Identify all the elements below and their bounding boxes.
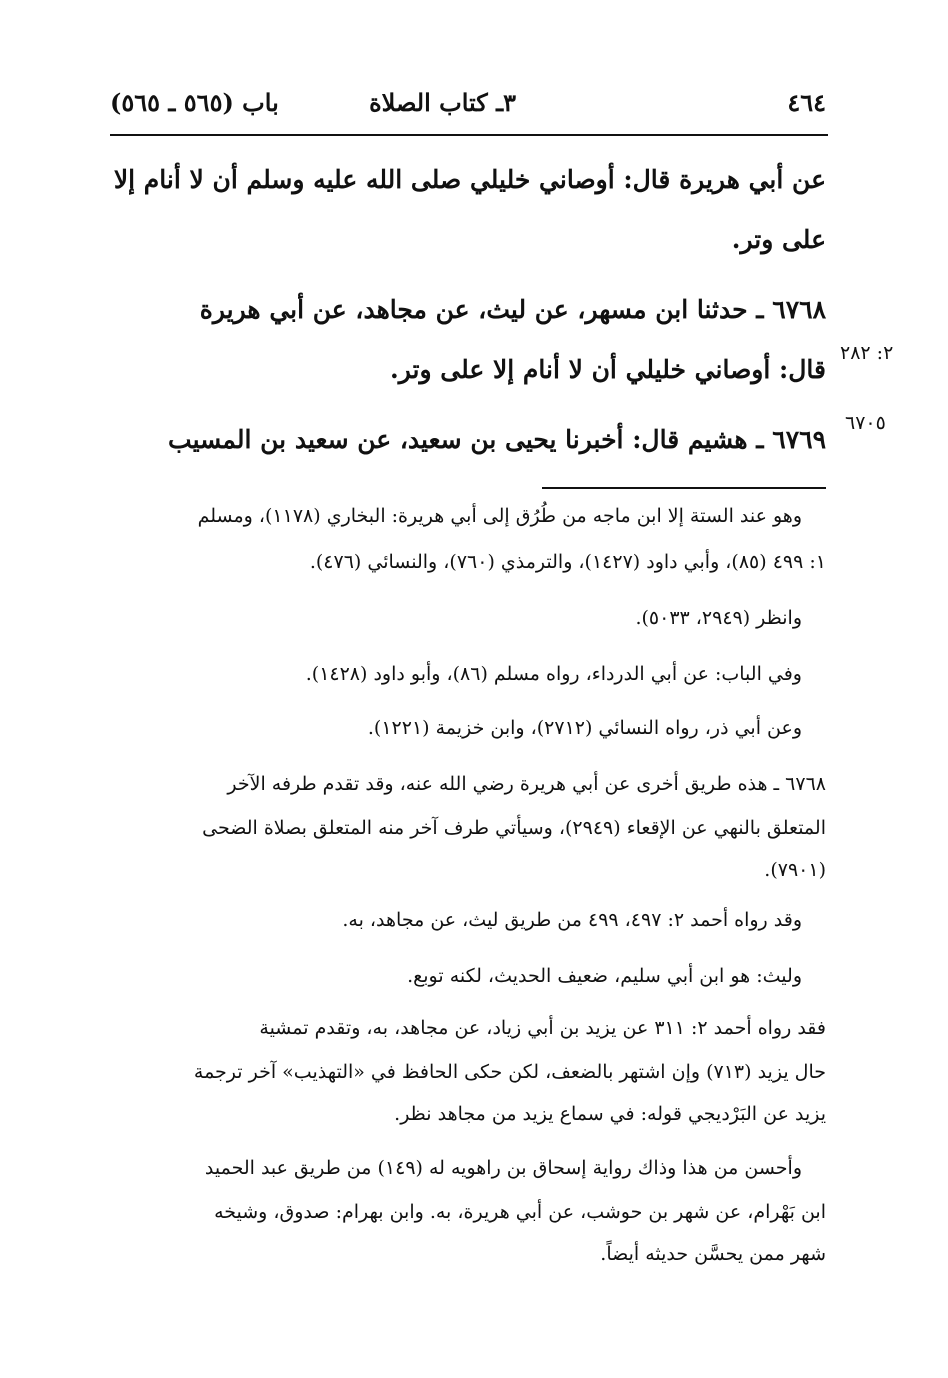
book-title: ٣ـ كتاب الصلاة <box>369 88 516 117</box>
footnote-line: ابن بَهْرام، عن شهر بن حوشب، عن أبي هريرة، به. وابن بهرام: صدوق، وشيخه <box>214 1201 826 1223</box>
footnote-line: ٦٧٦٨ ـ هذه طريق أخرى عن أبي هريرة رضي الله عنه، وقد تقدم طرفه الآخر <box>227 773 826 795</box>
header-divider <box>110 134 828 136</box>
footnote-line: يزيد عن البَرْديجي قوله: في سماع يزيد من مجاهد نظر. <box>394 1103 826 1125</box>
footnote-line: حال يزيد (٧١٣) وإن اشتهر بالضعف، لكن حكى الحافظ في «التهذيب» آخر ترجمة <box>193 1061 826 1083</box>
footnote-divider <box>542 487 826 489</box>
footnote-line: وانظر (٢٩٤٩، ٥٠٣٣). <box>635 607 802 629</box>
page-header <box>110 88 826 128</box>
footnote-line: وهو عند الستة إلا ابن ماجه من طُرُق إلى أبي هريرة: البخاري (١١٧٨)، ومسلم <box>197 505 802 527</box>
page-number: ٤٦٤ <box>787 88 826 117</box>
margin-reference-6768: ٢: ٢٨٢ <box>840 342 894 364</box>
footnote-line: المتعلق بالنهي عن الإقعاء (٢٩٤٩)، وسيأتي طرف آخر منه المتعلق بصلاة الضحى <box>202 817 826 839</box>
footnote-line: (٧٩٠١). <box>764 859 826 881</box>
hadith-6768-line: قال: أوصاني خليلي أن لا أنام إلا على وتر. <box>390 355 826 384</box>
footnote-line: وفي الباب: عن أبي الدرداء، رواه مسلم (٨٦)، وأبو داود (١٤٢٨). <box>305 663 802 685</box>
footnote-line: وليث: هو ابن أبي سليم، ضعيف الحديث، لكنه توبع. <box>407 965 802 987</box>
footnote-line: ١: ٤٩٩ (٨٥)، وأبي داود (١٤٢٧)، والترمذي (٧٦٠)، والنسائي (٤٧٦). <box>309 551 826 573</box>
footnote-line: وأحسن من هذا وذاك رواية إسحاق بن راهويه له (١٤٩) من طريق عبد الحميد <box>204 1157 802 1179</box>
margin-reference-6769: ٦٧٠٥ <box>845 412 886 434</box>
footnote-line: وقد رواه أحمد ٢: ٤٩٧، ٤٩٩ من طريق ليث، عن مجاهد، به. <box>342 909 802 931</box>
hadith-6769-line: ٦٧٦٩ ـ هشيم قال: أخبرنا يحيى بن سعيد، عن سعيد بن المسيب <box>168 425 826 454</box>
hadith-6768-line: ٦٧٦٨ ـ حدثنا ابن مسهر، عن ليث، عن مجاهد، عن أبي هريرة <box>199 295 826 324</box>
main-line: عن أبي هريرة قال: أوصاني خليلي صلى الله عليه وسلم أن لا أنام إلا <box>113 165 826 194</box>
footnote-line: وعن أبي ذر، رواه النسائي (٢٧١٢)، وابن خزيمة (١٢٢١). <box>367 717 802 739</box>
main-line: على وتر. <box>731 225 826 254</box>
footnote-line: فقد رواه أحمد ٢: ٣١١ عن يزيد بن أبي زياد، عن مجاهد، به، وتقدم تمشية <box>259 1017 826 1039</box>
footnote-line: شهر ممن يحسَّن حديثه أيضاً. <box>600 1243 826 1265</box>
chapter-range: باب (٥٦٥ ـ ٥٦٥) <box>110 88 279 117</box>
